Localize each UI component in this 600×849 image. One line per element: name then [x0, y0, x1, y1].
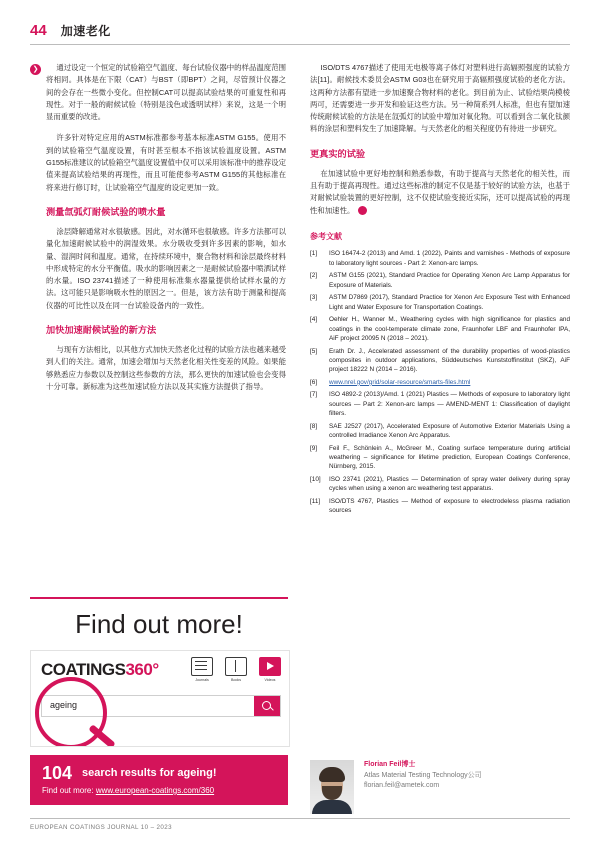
- reference-number: [8]: [310, 422, 318, 430]
- reference-text: ISO 4892-2 (2013)/Amd. 1 (2021) Plastics — Methods of exposure to laboratory light sources — Part 2: Xenon-arc lamps — AMEND-MENT 1: Classification of daylight filters.: [329, 391, 570, 418]
- reference-item: [310, 347, 570, 375]
- reference-number: [6]: [310, 378, 318, 386]
- right-column: [310, 62, 570, 519]
- body-paragraph: 许多针对特定应用的ASTM标准都参考基本标准ASTM G155。使用不到的试验箱空气温度设置，有时甚至根本不指该试验温度设置。ASTM G155标准建议的试验箱空气温度设置值中仅可以采用该标准中的推荐设定值来提高试验结果的再现性，而且可能使参考ASTM G155的其他标准在将来进行修订时，让试验箱空气温度的设定更加一致。: [46, 133, 286, 192]
- reference-text[interactable]: [329, 378, 570, 387]
- reference-number: [1]: [310, 250, 318, 258]
- reference-item: [310, 293, 570, 312]
- journals-icon-label: Journals: [195, 678, 209, 682]
- journals-icon[interactable]: [191, 657, 213, 682]
- reference-number: [11]: [310, 498, 321, 505]
- reference-item: [310, 271, 570, 290]
- reference-number: [10]: [310, 476, 321, 484]
- reference-text: ASTM D7869 (2017), Standard Practice for Xenon Arc Exposure Test with Enhanced Light and Water Exposure for Transportation Coatings.: [329, 294, 570, 311]
- reference-item: [310, 497, 570, 516]
- body-paragraph: ISO/DTS 4767描述了使用无电极等离子体灯对塑料进行高辐照强度的试验方法[11]。耐候技术委员会ASTM G03也在研究用于高辐照强度试验的老化方法。这两种方法都有望进一步加速聚合物材料的老化。到目前为止、试验结果尚模棱两可，还需要进一步开发和验证这些方法。另一种简系列人标准，但也有望加速传统耐候试验的方法是在氙弧灯的试验中增加对氧化物。可以看到含二氧化钛颜料的涂层和塑料发生了加速降解。与天然老化的相关程度仍有待进一步研究。: [310, 63, 570, 134]
- article-end-arrow-icon: ❯: [358, 206, 367, 215]
- continuation-arrow-icon: ❯: [30, 64, 41, 75]
- reference-text: Oehler H., Wanner M., Weathering cycles with high significance for plastics and coatings in the cool-temperate climate zone, Fraunhofer LBF and Fraunhofer IPA, AiF project 20095 N (2018 – 2021).: [329, 316, 570, 342]
- reference-text: ASTM G155 (2021), Standard Practice for Operating Xenon Arc Lamp Apparatus for Exposure of Materials.: [329, 272, 570, 289]
- advert-search-value: ageing: [50, 700, 78, 710]
- page-title: 加速老化: [60, 24, 111, 38]
- reference-number: [5]: [310, 347, 318, 355]
- reference-item: [310, 390, 570, 418]
- section-heading-water-spray: 测量氙弧灯耐候试验的喷水量: [46, 206, 166, 217]
- reference-text: SAE J2527 (2017), Accelerated Exposure of Automotive Exterior Materials Using a controlled Irradiance Xenon Arc Apparatus.: [329, 422, 570, 440]
- videos-icon[interactable]: [259, 657, 281, 682]
- reference-text: ISO 23741 (2021), Plastics — Determination of spray water delivery during spray cycles when using a xenon arc weathering test apparatus.: [329, 476, 570, 493]
- reference-item: [310, 475, 570, 494]
- reference-number: [3]: [310, 294, 318, 302]
- author-email[interactable]: florian.feil@ametek.com: [364, 782, 440, 790]
- reference-text: ISO 16474-2 (2013) and Amd. 1 (2022), Paints and varnishes - Methods of exposure to laboratory light sources - Part 2: Xenon-arc lamps.: [329, 250, 570, 267]
- section-heading-realistic-tests: 更真实的试验: [310, 148, 366, 159]
- advert-divider: [30, 597, 288, 599]
- author-details: [364, 760, 482, 814]
- reference-number: [4]: [310, 316, 318, 324]
- body-paragraph: 涂层降解通常对水很敏感。因此，对水循环也很敏感。许多方法都可以量化加速耐候试验中的润湿效果。水分吸收受到许多因素的影响，如水量、湿润时间和温度。通常，在持续环境中，聚合物材料和涂层最终材料中形成特定的水分平衡值。吸水的影响因素之一是耐候试验器中喷洒试样的水量。ISO 23741描述了一种使用标准集水器量提供给试样水量的方法。这可能只是影响吸水性的原因之一。但是，该方法有助于测量和提高仪器的可比性以及在同一台试验设备内的一致性。: [46, 226, 286, 310]
- reference-item: [310, 249, 570, 268]
- reference-number: [7]: [310, 391, 318, 399]
- reference-item: [310, 378, 570, 387]
- body-text: 在加速试验中更好地控制和熟悉参数，有助于提高与天然老化的相关性，而且有助于提高再现性。通过这些标准的制定不仅是基于较好的试验方法，也基于对耐候试验装置的更好控制，这不仅使试验变接近实际，还可以提高试验的再现性和加速性。: [310, 168, 570, 215]
- page-number: 44: [30, 22, 47, 39]
- reference-item: [310, 444, 570, 472]
- advert-findout-url[interactable]: www.european-coatings.com/360: [95, 786, 215, 795]
- advert-nav-icons: [191, 657, 281, 682]
- author-organisation: Atlas Material Testing Technology公司: [364, 771, 482, 779]
- advert-results-text: search results for ageing!: [82, 767, 217, 779]
- advert-title: Find out more!: [75, 609, 243, 639]
- magnifier-icon: [35, 677, 107, 747]
- search-icon[interactable]: [254, 696, 280, 716]
- advert-logo: [41, 660, 159, 680]
- section-heading-new-methods: 加快加速耐候试验的新方法: [46, 325, 157, 336]
- body-paragraph: 与现有方法相比，以其他方式加快天然老化过程的试验方法也越来越受到人们的关注。通常，加速会增加与天然老化相关性变差的风险。如果能够熟悉应力参数以及控制这些参数的方法，那么更快的加速试验也会变得十分可靠。新标准为这些加速试验方法以及其实施方法提供了指导。: [46, 345, 286, 391]
- advertisement: [30, 597, 288, 805]
- advert-screenshot: [30, 650, 290, 747]
- footer-text: EUROPEAN COATINGS JOURNAL 10 – 2023: [30, 824, 172, 831]
- reference-text: ISO/DTS 4767, Plastics — Method of exposure to electrodeless plasma radiation sources: [329, 498, 570, 515]
- references-list: [310, 249, 570, 515]
- advert-results-banner: [30, 755, 288, 805]
- books-icon[interactable]: [225, 657, 247, 682]
- body-paragraph: [310, 168, 570, 217]
- books-icon-label: Books: [231, 678, 241, 682]
- author-avatar: [310, 760, 354, 814]
- references-heading: 参考文献: [310, 231, 342, 241]
- header-divider: [30, 44, 570, 45]
- advert-logo-degree: 360°: [125, 660, 159, 679]
- reference-text: Erath Dr. J., Accelerated assessment of the durability properties of wood-plastics composites in outdoor applications, Süddeutsches Kunststoffinstitut (SKZ), AiF project 18222 N (2014 – 2016).: [329, 347, 570, 374]
- body-paragraph: 通过设定一个恒定的试验箱空气温度、每台试验仪器中的样品温度范围将相同。具体是在下限（CAT）与BST（即BPT）之间，尽管预计仪器之间的会存在一些微小变化。但控制CAT可以提高试验结果的可重复性和再现性。对于一般的耐候试验（特别是浅色或透明试样）来说，这是一个明显而重要的改进。: [46, 63, 286, 122]
- reference-item: [310, 422, 570, 441]
- advert-logo-text: COATINGS: [41, 660, 126, 679]
- author-name: Florian Feil博士: [364, 761, 416, 768]
- reference-text: Feil F., Schönlein A., McGreer M., Coating surface temperature during artificial weathering – significance for lifetime prediction, European Coatings Conference, Nürnberg, 2015.: [329, 444, 570, 471]
- advert-results-count: 104: [42, 763, 73, 783]
- reference-number: [2]: [310, 272, 318, 280]
- reference-number: [9]: [310, 444, 318, 452]
- left-column: [46, 62, 286, 402]
- videos-icon-label: Videos: [264, 678, 276, 682]
- reference-link[interactable]: www.nrel.gov/grid/solar-resource/smarts-files.html: [329, 378, 471, 386]
- advert-findout-line: [42, 786, 214, 795]
- author-block: [310, 760, 570, 814]
- reference-item: [310, 315, 570, 343]
- footer-divider: [30, 818, 570, 819]
- page-header: [30, 22, 111, 39]
- advert-findout-prefix: Find out more:: [42, 786, 96, 795]
